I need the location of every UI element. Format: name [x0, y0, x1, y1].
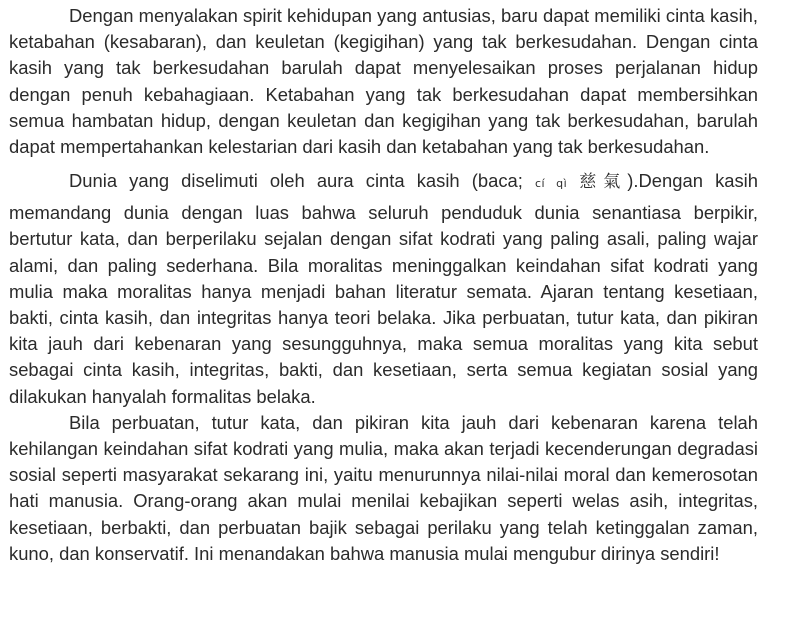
paragraph-2-opening: [69, 170, 627, 191]
pinyin-annotation: cí qì: [535, 177, 568, 191]
paragraph-2: [9, 165, 758, 410]
chinese-characters: 慈氣: [579, 172, 628, 193]
paragraph-1: Dengan menyalakan spirit kehidupan yang antusias, baru dapat memiliki cinta kasih, ketabahan (kesabaran), dan keuletan (kegigihan) yang tak berkesudahan. Dengan cinta kasih yang tak berkesudahan barulah dapat menyelesaikan proses perjalanan hidup dengan penuh kebahagiaan. Ketabahan yang tak berkesudahan dapat membersihkan semua hambatan hidup, dengan keuletan dan kegigihan yang tak berkesudahan, barulah dapat mempertahankan kelestarian dari kasih dan ketabahan yang tak berkesudahan.: [9, 5, 758, 158]
paragraph-3: Bila perbuatan, tutur kata, dan pikiran kita jauh dari kebenaran karena telah kehilangan keindahan sifat kodrati yang mulia, maka akan terjadi kecenderungan degradasi sosial seperti masyarakat sekarang ini, yaitu menurunnya nilai-nilai moral dan kemerosotan hati manusia. Orang-orang akan mulai menilai kebajikan seperti welas asih, integritas, kesetiaan, berbakti, dan perbuatan bajik sebagai perilaku yang telah ketinggalan zaman, kuno, dan konservatif. Ini menandakan bahwa manusia mulai mengubur dirinya sendiri!: [9, 411, 758, 564]
paragraph-2-text-before: Dunia yang diselimuti oleh aura cinta kasih (baca;: [69, 170, 535, 192]
paragraph-2-text-after: ).Dengan kasih memandang dunia dengan luas bahwa seluruh penduduk dunia senantiasa berpikir, bertutur kata, dan berperilaku sejalan dengan sifat kodrati yang paling asali, paling wajar alami, dan paling sederhana. Bila moralitas meninggalkan keindahan sifat kodrati yang mulia maka moralitas hanya menjadi bahan literatur semata. Ajaran tentang kesetiaan, bakti, cinta kasih, dan integritas hanya teori belaka. Jika perbuatan, tutur kata, dan pikiran kita jauh dari kebenaran yang sesungguhnya, maka semua moralitas yang kita sebut sebagai cinta kasih, integritas, bakti, dan kesetiaan, serta semua kegiatan sosial yang dilakukan hanyalah formalitas belaka.: [9, 170, 759, 407]
